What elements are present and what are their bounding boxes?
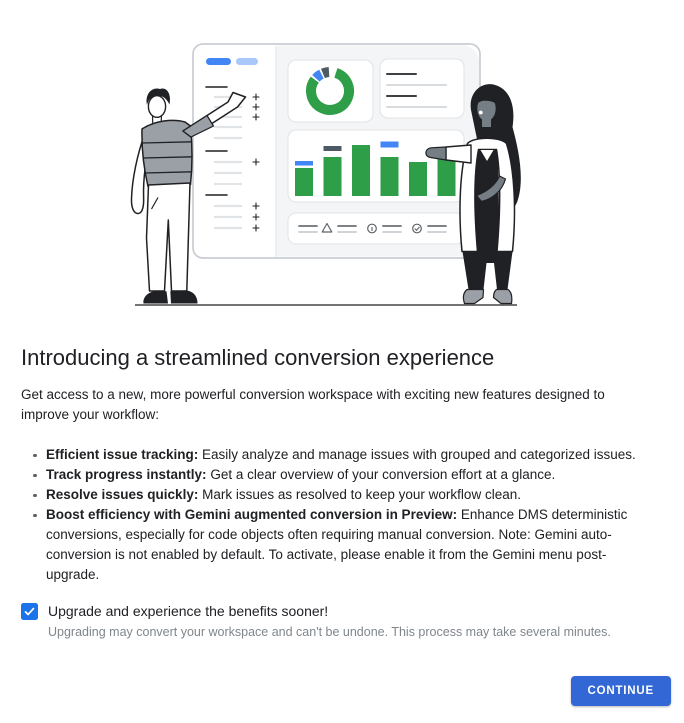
text-lines-card (380, 59, 464, 118)
upgrade-option-text (48, 602, 611, 641)
feature-bold: Efficient issue tracking: (46, 447, 199, 462)
dialog-content (0, 344, 684, 641)
hero-illustration (0, 0, 684, 320)
donut-slate-segment (323, 72, 329, 73)
feature-item-gemini-conversion (21, 505, 653, 585)
man-shoe (170, 290, 197, 303)
bar-cap-slate (324, 146, 342, 151)
bar-chart-card (288, 130, 464, 202)
continue-button[interactable]: CONTINUE (571, 676, 671, 706)
page-title: Introducing a streamlined conversion experience (21, 345, 495, 370)
upgrade-checkbox[interactable] (21, 603, 38, 620)
upgrade-note: Upgrading may convert your workspace and can't be undone. This process may take several minutes. (48, 625, 611, 639)
chip-light-blue (236, 58, 258, 65)
feature-text: Get a clear overview of your conversion effort at a glance. (206, 467, 556, 482)
dashboard-people-illustration (0, 0, 684, 320)
woman-shoe (463, 290, 483, 304)
feature-text: Enhance DMS deterministic conversions, especially for code objects often requiring manual conversion. Note: Gemini auto-conversion is not enabled by default. To activate, please enable it from the Gemini menu post-upgrade. (46, 507, 628, 582)
intro-text: Get access to a new, more powerful conversion workspace with exciting new features designed to improve your workflow: (21, 387, 605, 422)
woman-shoe (494, 290, 512, 304)
feature-item-resolve-issues (21, 485, 653, 505)
bar-cap-blue (295, 161, 313, 166)
man-shoe (143, 291, 168, 303)
chip-blue (206, 58, 231, 65)
status-row-card (288, 213, 464, 244)
feature-text: Easily analyze and manage issues with grouped and categorized issues. (198, 447, 636, 462)
check-icon (23, 605, 36, 618)
feature-list (21, 445, 653, 585)
bar-cap-blue (381, 142, 399, 148)
upgrade-checkbox-label[interactable]: Upgrade and experience the benefits sooner! (48, 603, 329, 619)
upgrade-option-row (21, 602, 663, 641)
feature-bold: Track progress instantly: (46, 467, 207, 482)
donut-blue-segment (316, 74, 322, 78)
woman-extended-arm (446, 145, 471, 163)
man-pants (147, 183, 191, 291)
feature-bold: Resolve issues quickly: (46, 487, 199, 502)
feature-item-track-progress (21, 465, 653, 485)
feature-item-issue-tracking (21, 445, 653, 465)
feature-bold: Boost efficiency with Gemini augmented conversion in Preview: (46, 507, 458, 522)
feature-text: Mark issues as resolved to keep your workflow clean. (198, 487, 521, 502)
woman-pants (463, 252, 513, 290)
donut-chart-card (288, 60, 373, 122)
woman-earring (479, 111, 483, 115)
